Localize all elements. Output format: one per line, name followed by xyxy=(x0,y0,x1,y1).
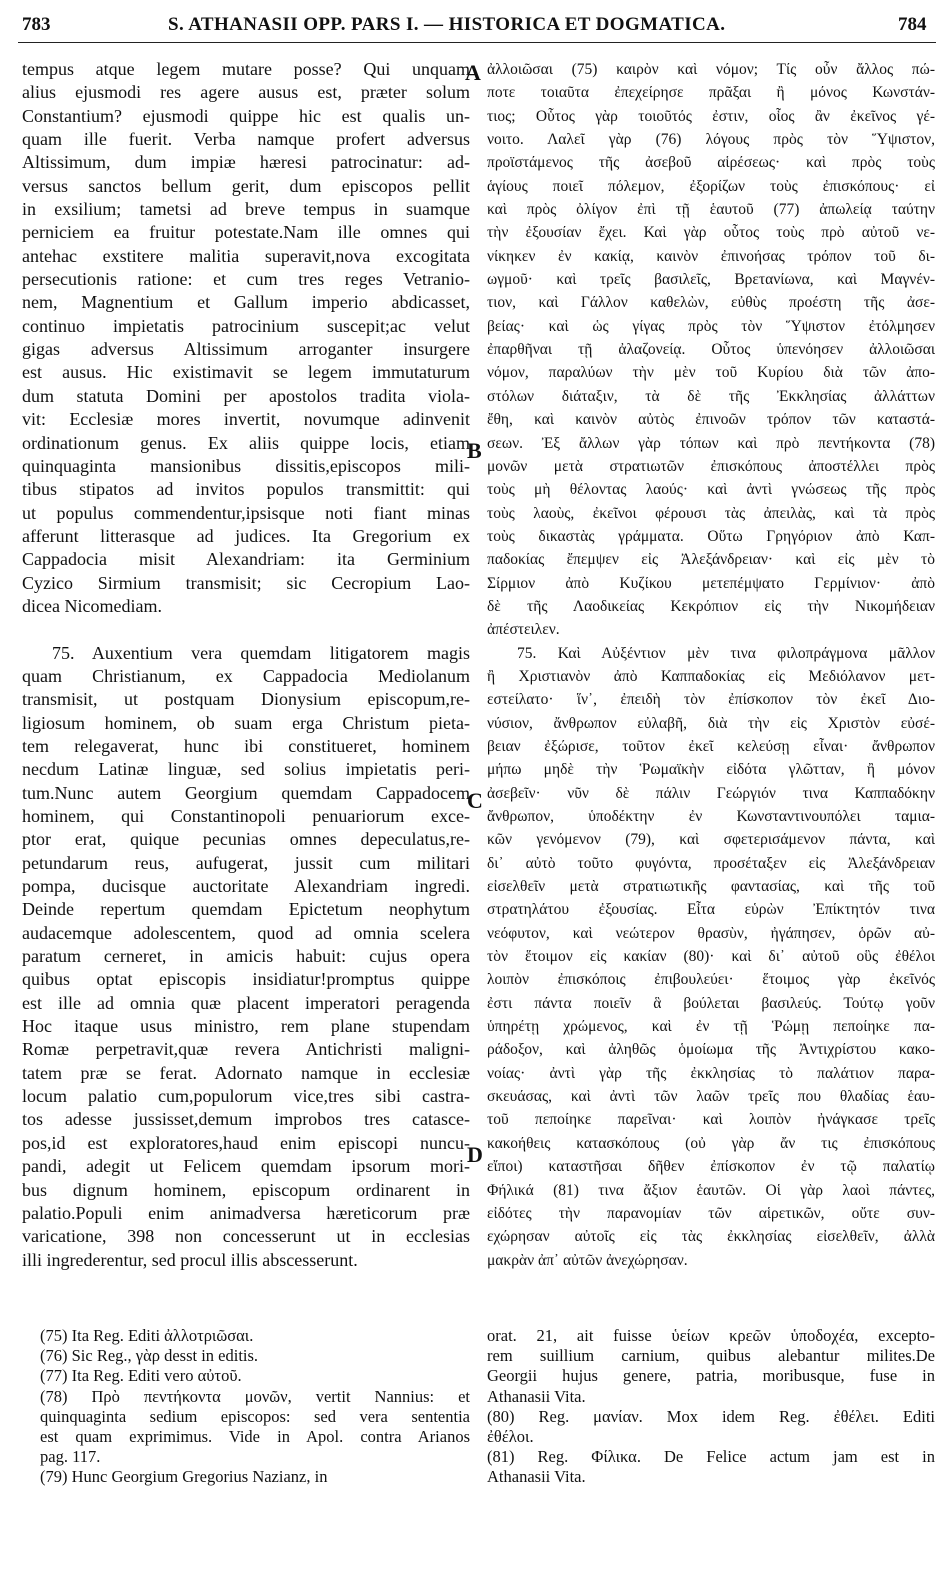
latin-text-line: locum palatio cum,populorum vice,tres sibi castra- xyxy=(22,1086,470,1107)
footnote-line: pag. 117. xyxy=(40,1447,101,1467)
latin-text-line: 75. Auxentium vera quemdam litigatorem magis xyxy=(52,642,470,663)
greek-text-line: κῶν γενόμενον (79), καὶ σφετερισάμενον πάντα, καὶ xyxy=(487,831,935,849)
latin-text-line: est ille ad omnia quæ placent imperatori peragenda xyxy=(22,992,470,1013)
latin-text-line: persecutionis ratione: et cum tres reges Vetranio- xyxy=(22,269,470,290)
latin-text-line: alius ejusmodi res agere ausus est, præter solum xyxy=(22,82,470,103)
latin-text-line: audacemque adolescentem, quod ad omnia scelera xyxy=(22,922,470,943)
greek-text-line: εἰδότες τὴν παρανομίαν τῶν αἱρετικῶν, οὔτε συν- xyxy=(487,1204,935,1222)
latin-text-line: Hoc itaque usus ministro, rem plane stupendam xyxy=(22,1016,470,1037)
footnote-line: (78) Πρὸ πεντήκοντα μονῶν, vertit Nannius: et xyxy=(40,1386,470,1406)
latin-text-line: quam ille fuerit. Verba namque profert adversus xyxy=(22,129,470,150)
greek-text-line: εἰσελθεῖν μετὰ στρατιωτικῆς φαντασίας, καὶ τῆς τοῦ xyxy=(487,878,935,896)
section-marker-b: B xyxy=(467,438,482,463)
greek-text-line: δι᾽ αὐτὸ τοῦτο φυγόντα, προσέταξεν εἰς Ἀλεξάνδρειαν xyxy=(487,854,935,872)
greek-text-line: παδοκίας ἔπεμψεν εἰς Ἀλεξάνδρειαν· καὶ εἰς μὲν τὸ xyxy=(487,551,935,569)
greek-text-line: εἴποι) καταστῆσαι δῆθεν ἐπίσκοπον ἐν τῷ παλατίῳ xyxy=(487,1158,935,1176)
greek-text-line: τοὺς λαοὺς, ἐκεῖνοι φέρουσι τὰς ἀπειλὰς, καὶ τὰ πρὸς xyxy=(487,504,935,522)
latin-text-line: in exsilium; tametsi ad breve tempus in suamque xyxy=(22,199,470,220)
latin-text-line: Romæ perpetravit,quæ revera Antichristi maligni- xyxy=(22,1039,470,1060)
greek-text-line: στρατηλάτου ἐξουσίας. Εἶτα εὑρὼν Ἐπίκτητόν τινα xyxy=(487,901,935,919)
latin-text-line: ligiosum hominem, ob suam erga Christum pieta- xyxy=(22,712,470,733)
latin-text-line: ptor erat, quique pecunias omnes depeculatus,re- xyxy=(22,829,470,850)
greek-text-line: ὑπηρέτῃ χρώμενος, καὶ ἐν τῇ Ῥώμῃ πεποίηκε πα- xyxy=(487,1018,935,1036)
greek-text-line: τιος; Οὗτος γὰρ τοιοῦτός ἐστιν, οἷος ἂν ἐκεῖνος γέ- xyxy=(487,107,935,125)
footnote-line: Athanasii Vita. xyxy=(487,1467,586,1487)
latin-text-line: Cyzico Sirmium transmisit; sic Cecropium Lao- xyxy=(22,572,470,593)
footnotes-right xyxy=(487,1326,935,1488)
footnote-line: est quam exprimimus. Vide in Apol. contra Arianos xyxy=(40,1426,470,1446)
latin-text-line: illi ingrederentur, sed procul illis abscesserunt. xyxy=(22,1249,358,1270)
latin-text-line: palatio.Populi enim animadversa hæreticorum præ xyxy=(22,1202,470,1223)
latin-text-line: quam Christianum, ex Cappadocia Mediolanum xyxy=(22,665,470,686)
section-marker-d: D xyxy=(467,1142,483,1167)
section-marker-a: A xyxy=(465,60,481,85)
greek-text-line: καὶ πρὸς ὀλίγον ἐπὶ τῇ ἑαυτοῦ (77) ἀπωλείᾳ ταύτην xyxy=(487,201,935,219)
footnote-line: (80) Reg. μανίαν. Mox idem Reg. ἐθέλει. Editi xyxy=(487,1406,935,1426)
greek-text-line: Φήλικά (81) τινα ἄξιον ἑαυτῶν. Οἱ γὰρ λαοὶ πάντες, xyxy=(487,1181,935,1199)
latin-text-line: varicatione, 398 non concesserunt ut in ecclesias xyxy=(22,1226,470,1247)
greek-text-line: Σίρμιον ἀπὸ Κυζίκου μετεπέμψατο Γερμίνιον· ἀπὸ xyxy=(487,574,935,592)
latin-text-line: Constantium? ejusmodi quippe hic est qualis un- xyxy=(22,105,470,126)
greek-text-line: σκευάσας, καὶ ἀντὶ τῶν λαῶν τρεῖς που θλαδίας ἑαυ- xyxy=(487,1088,935,1106)
footnote-line: Athanasii Vita. xyxy=(487,1386,586,1406)
latin-text-line: tum.Nunc autem Georgium quemdam Cappadocem xyxy=(22,782,470,803)
greek-text-line: ἀσεβεῖν· νῦν δὲ πάλιν Γεώργιόν τινα Καππαδόκην xyxy=(487,784,935,802)
greek-text-line: ἀπέστειλεν. xyxy=(487,621,560,639)
latin-column xyxy=(22,58,470,1272)
greek-text-line: σεων. Ἐξ ἄλλων γὰρ τόπων καὶ πρὸ πεντήκοντα (78) xyxy=(487,434,935,452)
greek-text-line: 75. Καὶ Αὐξέντιον μὲν τινα φιλοπράγμονα μᾶλλον xyxy=(517,644,935,662)
greek-text-line: βειαν ἐξώρισε, τοῦτον ἐκεῖ κελεύσῃ εἶναι· ἄνθρωπον xyxy=(487,737,935,755)
latin-text-line: vit: Ecclesiæ mores invertit, novumque adinvenit xyxy=(22,409,470,430)
latin-text-line: tatem præ se ferat. Adornato namque in ecclesiæ xyxy=(22,1062,470,1083)
latin-text-line: est ausus. Hic existimavit se legem immutaturum xyxy=(22,362,470,383)
footnote-line: orat. 21, ait fuisse ὑείων κρεῶν ὑποδοχέα, excepto- xyxy=(487,1326,935,1345)
footnote-line: ἐθέλοι. xyxy=(487,1426,534,1446)
latin-text-line: paratum cerneret, in amicis habuit: cujus opera xyxy=(22,946,470,967)
latin-text-line: necdum Latinæ linguæ, sed solius impietatis peri- xyxy=(22,759,470,780)
greek-text-line: ωγμοῦ· καὶ τρεῖς βασιλεῖς, Βρετανίωνα, καὶ Μαγνέν- xyxy=(487,271,935,289)
page-number-left: 783 xyxy=(22,14,51,35)
latin-text-line: tibus stipatos ad invitos populos transmittit: qui xyxy=(22,479,470,500)
greek-text-line: τὸν ἕτοιμον εἰς κακίαν (80)· καὶ δι᾽ αὐτοῦ οὓς ἐθέλοι xyxy=(487,948,935,966)
latin-text-line: ordinationum genus. Ex aliis quippe locis, etiam xyxy=(22,432,470,453)
greek-text-line: ἔθη, καὶ καινὸν αὐτὸς ἐπινοῶν τρόπον τῶν καταστά- xyxy=(487,411,935,429)
greek-text-line: τὴν ἐξουσίαν ἔχει. Καὶ γὰρ οὗτος τοὺς πρὸ αὐτοῦ νε- xyxy=(487,224,935,242)
greek-text-line: μακρὰν ἀπ᾽ αὐτῶν ἀνεχώρησαν. xyxy=(487,1251,688,1269)
latin-text-line: gigas adversus Altissimum arroganter insurgere xyxy=(22,339,470,360)
greek-text-line: στόλων διάταξιν, τὰ δὲ τῆς Ἐκκλησίας ἀλλάττων xyxy=(487,387,935,405)
latin-text-line: afferunt litterasque ad judices. Ita Gregorium ex xyxy=(22,525,470,546)
latin-text-line: dum statuta Domini per apostolos tradita viola- xyxy=(22,385,470,406)
greek-text-line: νύσιον, ἄνθρωπον εὐλαβῆ, διὰ τὴν εἰς Χριστὸν εὐσέ- xyxy=(487,714,935,732)
greek-text-line: ἐστι πάντα ποιεῖν ἃ βούλεται βασιλεύς. Τούτῳ γοῦν xyxy=(487,994,935,1012)
latin-text-line: petundarum reus, aufugerat, jussit cum militari xyxy=(22,852,470,873)
latin-text-line: transmisit, ut postquam Dionysium episcopum,re- xyxy=(22,689,470,710)
latin-text-line: Cappadocia misit Alexandriam: ita Germinium xyxy=(22,549,470,570)
greek-text-line: ποτε τοιαῦτα ἐπεχείρησε πρᾶξαι ἢ μόνος Κωνστάν- xyxy=(487,84,935,102)
greek-text-line: τοὺς δικαστὰς γράμματα. Οὕτω Γρηγόριον ἀπὸ Καπ- xyxy=(487,527,935,545)
latin-text-line: versus sanctos bellum gerit, dum episcopos pellit xyxy=(22,175,470,196)
greek-text-line: ράδοξον, καὶ ἀληθῶς ὁμοίωμα τῆς Ἀντιχρίστου κακο- xyxy=(487,1041,935,1059)
latin-text-line: tempus atque legem mutare posse? Qui unquam xyxy=(22,59,470,79)
latin-text-line: pandi, adegit ut Felicem quemdam ipsorum mori- xyxy=(22,1156,470,1177)
latin-text-line: perniciem ea fruitur potestate.Nam ille omnes qui xyxy=(22,222,470,243)
latin-text-line: Altissimum, dum impiæ hæresi patrocinatur: ad- xyxy=(22,152,470,173)
latin-text-line: tos adesse jussisset,demum improbos tres catasce- xyxy=(22,1109,470,1130)
greek-text-line: νόμον, παραλύων τὴν μὲν τοῦ Κυρίου διὰ τῶν ἀπο- xyxy=(487,364,935,382)
greek-text-line: ἐπαρθῆναι τῇ ἀλαζονείᾳ. Οὗτος ὑπενόησεν ἀλλοιῶσαι xyxy=(487,341,935,359)
latin-text-line: bus dignum hominem, episcopum ordinarent in xyxy=(22,1179,470,1200)
greek-text-line: ἁγίους ποιεῖ πόλεμον, ἐξορίζων τοὺς ἐπισκόπους· εἰ xyxy=(487,177,935,195)
running-title: S. ATHANASII OPP. PARS I. — HISTORICA ET DOGMATICA. xyxy=(168,14,726,35)
header-rule xyxy=(18,42,936,43)
greek-text-line: τιον, καὶ Γάλλον καθελὼν, εὐθὺς προέστη τῆς ἀσε- xyxy=(487,294,935,312)
greek-text-line: μήπω μηδὲ τὴν Ῥωμαϊκὴν εἰδότα γλῶτταν, ἢ μόνον xyxy=(487,761,935,779)
page-header xyxy=(0,0,952,44)
page-number-right: 784 xyxy=(898,14,927,35)
greek-column xyxy=(487,58,935,1272)
latin-text-line: ut populus commendentur,ipsisque noti fiant minas xyxy=(22,502,470,523)
greek-text-line: εχώρησαν αὐτοῖς εἰς τὰς ἐκκλησίας εἰσελθεῖν, ἀλλὰ xyxy=(487,1228,935,1246)
footnote-line: (76) Sic Reg., γὰρ desst in editis. xyxy=(40,1346,259,1366)
greek-text-line: δὲ τῆς Λαοδικείας Κεκρόπιον εἰς τὴν Νικομήδειαν xyxy=(487,597,935,615)
greek-text-line: νοίας· ἀντὶ γὰρ τῆς ἐκκλησίας τὸ παλάτιον παρα- xyxy=(487,1064,935,1082)
latin-text-line: nem, Magnentium et Gallum imperio abdicasset, xyxy=(22,292,470,313)
latin-text-line: quibus optat episcopis insidiatur!promptus quippe xyxy=(22,969,470,990)
greek-text-line: κακοήθεις κατασκόπους (οὐ γὰρ ἄν τις ἐπισκόπους xyxy=(487,1134,935,1152)
footnote-line: (79) Hunc Georgium Gregorius Nazianz, in xyxy=(40,1467,328,1487)
greek-text-line: νίκηκεν ἐν κακίᾳ, καινὸν ἐπινοήσας τρόπον τοῦ δι- xyxy=(487,247,935,265)
greek-text-line: νοιτο. Λαλεῖ γὰρ (76) λόγους πρὸς τὸν Ὕψιστον, xyxy=(487,131,935,149)
greek-text-line: βείας· καὶ ὡς γίγας πρὸς τὸν Ὕψιστον ἐτόλμησεν xyxy=(487,317,935,335)
latin-text-line: quinquaginta mansionibus dissitis,episcopos mili- xyxy=(22,455,470,476)
greek-text-line: λοιπὸν ἐπισκόποις ἐπιβουλεύει· ἕτοιμος γὰρ ἐκεῖνός xyxy=(487,971,935,989)
latin-text-line: Deinde repertum quemdam Epictetum neophytum xyxy=(22,899,470,920)
footnote-line: (81) Reg. Φίλικα. De Felice actum jam est in xyxy=(487,1447,935,1467)
greek-text-line: προϊστάμενος τῆς ἀσεβοῦ αἱρέσεως· καὶ πρὸς τοὺς xyxy=(487,154,935,172)
greek-text-line: τοῦ πεποίηκε παρεῖναι· καὶ λοιπὸν ἠνάγκασε τρεῖς xyxy=(487,1111,935,1129)
greek-text-line: ἀλλοιῶσαι (75) καιρὸν καὶ νόμον; Τίς οὖν ἄλλος πώ- xyxy=(487,61,935,78)
footnote-line: rem suillium carnium, quibus alebantur milites.De xyxy=(487,1346,935,1366)
footnote-line: (75) Ita Reg. Editi ἀλλοτριῶσαι. xyxy=(40,1326,254,1345)
greek-text-line: ἢ Χριστιανὸν ἀπὸ Καππαδοκίας εἰς Μεδιόλανον μετ- xyxy=(487,667,935,685)
latin-text-line: pompa, ducisque auctoritate Alexandriam ingredi. xyxy=(22,876,470,897)
greek-text-line: ἄνθρωπον, ὑποδέκτην ἐν Κωνσταντινουπόλει ταμια- xyxy=(487,808,935,825)
greek-text-line: εστείλατο· ἵν᾽, ἐπειδὴ τὸν ἐπίσκοπον τὸν ἐκεῖ Διο- xyxy=(487,691,935,709)
section-marker-c: C xyxy=(467,788,483,813)
footnotes-left xyxy=(40,1326,470,1488)
latin-text-line: tem relegaverat, hunc ibi constitueret, hominem xyxy=(22,735,470,756)
paragraph-gap xyxy=(22,618,470,641)
latin-text-line: antehac exstitere malitia superavit,nova excogitata xyxy=(22,245,470,266)
latin-text-line: pos,id est exploratores,haud enim episcopi nuncu- xyxy=(22,1132,470,1153)
footnote-line: (77) Ita Reg. Editi vero αὐτοῦ. xyxy=(40,1366,242,1386)
greek-text-line: νεόφυτον, καὶ νεώτερον θρασὺν, ἠγάπησεν, ὁρῶν αὐ- xyxy=(487,924,935,942)
latin-text-line: dicea Nicomediam. xyxy=(22,595,162,616)
footnote-line: Georgii hujus genere, patria, moribusque, fuse in xyxy=(487,1366,935,1386)
greek-text-line: τοὺς μὴ θέλοντας λαούς· καὶ ἀντὶ γνώσεως τῆς πρὸς xyxy=(487,481,935,499)
latin-text-line: hominem, qui Constantinopoli penuariorum exce- xyxy=(22,806,470,826)
greek-text-line: μονῶν μετὰ στρατιωτῶν ἐπισκόπους ἀποστέλλει πρὸς xyxy=(487,457,935,475)
footnote-line: quinquaginta sedium episcopos: sed vera sententia xyxy=(40,1406,470,1426)
latin-text-line: continuo impietatis patrocinium suscepit;ac velut xyxy=(22,315,470,336)
